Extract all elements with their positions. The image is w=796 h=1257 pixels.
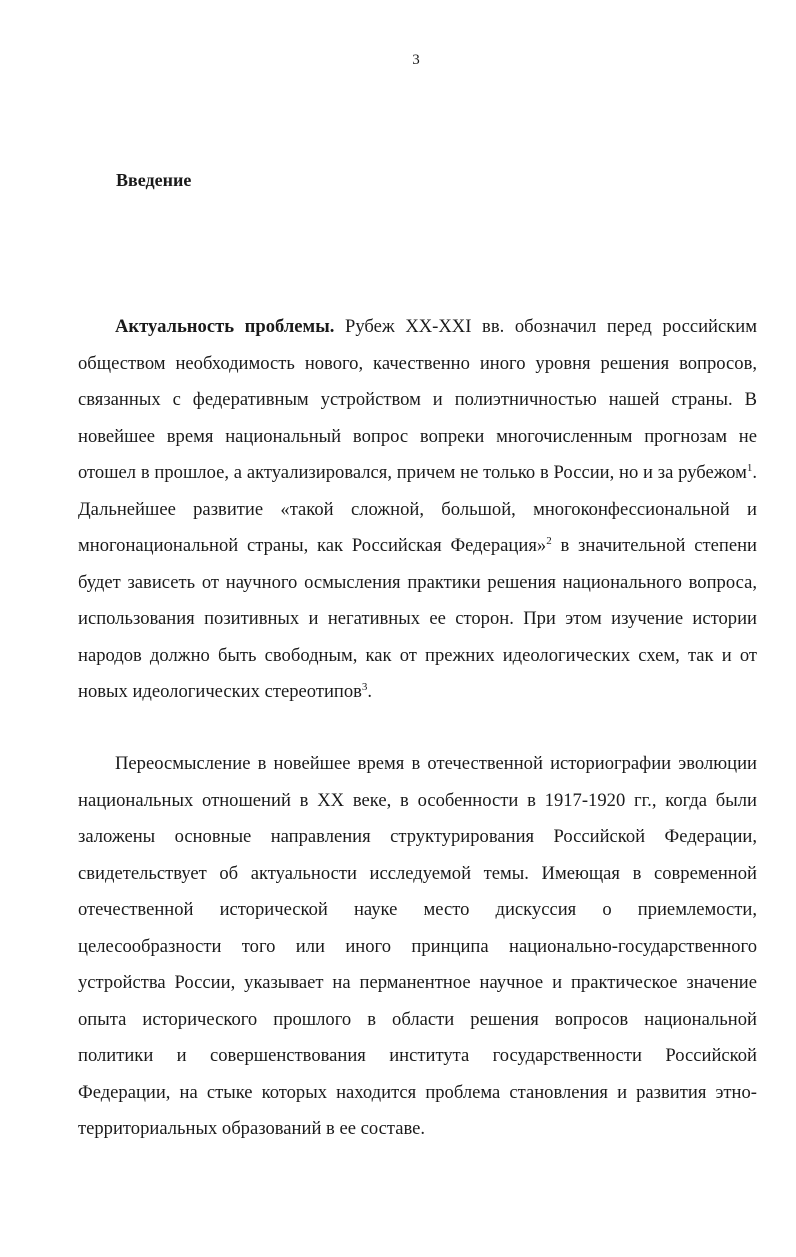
paragraph-text: Рубеж XX-XXI вв. обозначил перед российским обществом необходимость нового, качественно иного уровня решения вопросов, связанных с федеративным устройством и полиэтничностью нашей страны. В новейшее время национальный вопрос вопреки многочисленным прогнозам не отошел в прошлое, а актуализировался, причем не только в России, но и за рубежом	[78, 316, 757, 483]
paragraph-relevance	[78, 309, 757, 711]
page-number: 3	[412, 52, 420, 68]
footnote-ref-2: 2	[546, 534, 552, 547]
paragraph-2-text: Переосмысление в новейшее время в отечественной историографии эволюции национальных отношений в XX веке, в особенности в 1917-1920 гг., когда были заложены основные направления структурирования Российской Федерации, свидетельствует об актуальности исследуемой темы. Имеющая в современной отечественной исторической науке место дискуссия о приемлемости, целесообразности того или иного принципа национально-государственного устройства России, указывает на перманентное научное и практическое значение опыта исторического прошлого в области решения вопросов национальной политики и совершенствования института государственности Российской Федерации, на стыке которых находится проблема становления и развития этно-территориальных образований в ее составе.	[78, 753, 757, 1139]
paragraph-1-text	[78, 309, 757, 711]
paragraph-rethinking	[78, 746, 757, 1148]
footnote-ref-3: 3	[361, 680, 368, 693]
paragraph-text: . Дальнейшее развитие «такой сложной, большой, многоконфессиональной и многонациональной страны, как Российская Федерация»	[78, 462, 757, 556]
paragraph-text: в значительной степени будет зависеть от научного осмысления практики решения национального вопроса, использования позитивных и негативных ее сторон. При этом изучение истории народов должно быть свободным, как от прежних идеологических схем, так и от новых идеологических стереотипов	[78, 535, 757, 702]
section-heading: Введение	[116, 170, 192, 190]
paragraph-text: .	[367, 681, 373, 702]
paragraph-lead: Актуальность проблемы.	[115, 316, 335, 337]
footnote-ref-1: 1	[746, 461, 753, 474]
